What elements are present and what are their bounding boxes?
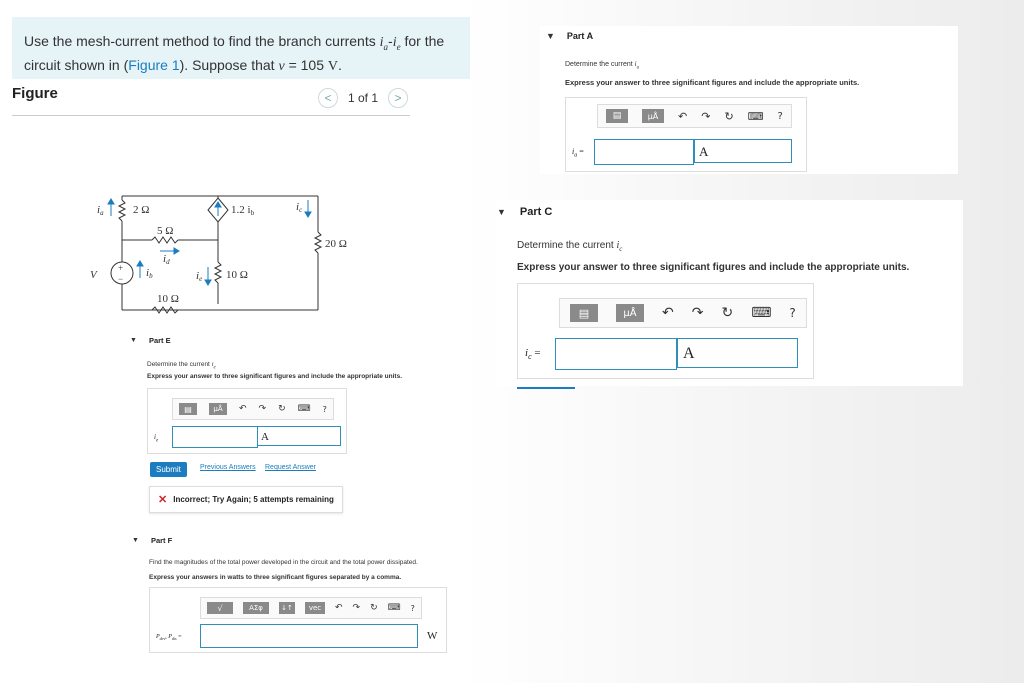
part-c-prompt: Determine the current $i_c$ <box>517 240 623 253</box>
dash: - <box>388 33 393 49</box>
problem-intro: Use the mesh-current method to find the branch currents <box>24 33 376 49</box>
submit-button[interactable]: Submit <box>150 462 187 477</box>
collapse-icon: ▼ <box>132 537 139 544</box>
reset-icon[interactable]: ↻ <box>370 603 378 613</box>
undo-icon[interactable]: ↶ <box>678 109 688 123</box>
collapse-icon: ▼ <box>497 207 506 217</box>
request-answer-link[interactable]: Request Answer <box>265 464 316 471</box>
part-e-value-input[interactable] <box>172 426 258 448</box>
help-icon[interactable]: ? <box>777 110 783 122</box>
part-e-prompt: Determine the current $i_e$ <box>147 361 216 371</box>
part-f-value-input[interactable] <box>200 624 418 648</box>
keyboard-icon[interactable]: ⌨ <box>747 109 764 123</box>
greek-symbols-button[interactable]: ΑΣφ <box>243 602 269 614</box>
circuit-diagram <box>0 0 420 330</box>
label-v: V <box>90 269 97 281</box>
label-r3: 20 Ω <box>325 238 347 250</box>
part-e-var: $i_e$ <box>211 361 216 371</box>
label-r5: 10 Ω <box>157 293 179 305</box>
figure-title: Figure <box>12 85 58 102</box>
reset-icon[interactable]: ↻ <box>278 404 286 414</box>
v-eq: = 105 <box>288 56 325 73</box>
help-icon[interactable]: ? <box>410 603 415 613</box>
part-a-instruction: Express your answer to three significant figures and include the appropriate units. <box>565 78 860 87</box>
units-button[interactable]: μÅ <box>616 304 644 322</box>
feedback-box <box>149 486 343 513</box>
keyboard-icon[interactable]: ⌨ <box>297 404 311 414</box>
v-unit: V <box>327 58 339 74</box>
part-a-title: Part A <box>566 31 594 41</box>
part-a-var: $i_a$ <box>634 60 640 71</box>
part-c-title: Part C <box>519 206 553 218</box>
templates-icon[interactable]: ▤ <box>606 109 628 123</box>
previous-answers-link[interactable]: Previous Answers <box>200 464 256 471</box>
units-button[interactable]: μÅ <box>642 109 664 123</box>
collapse-icon: ▼ <box>130 337 137 344</box>
part-f-header[interactable] <box>132 536 172 545</box>
prev-figure-button[interactable]: < <box>318 88 338 108</box>
label-minus: − <box>118 274 124 284</box>
keyboard-icon[interactable]: ⌨ <box>751 305 772 321</box>
part-c-var: $i_c$ <box>616 240 623 253</box>
part-f-instruction: Express your answers in watts to three significant figures separated by a comma. <box>149 574 402 581</box>
templates-icon[interactable]: ▤ <box>570 304 598 322</box>
part-e-label: $i_e$ <box>154 433 159 444</box>
label-ic: ic <box>296 201 303 214</box>
next-figure-button[interactable]: > <box>388 88 408 108</box>
part-e-instruction: Express your answer to three significant figures and include the appropriate units. <box>147 373 402 380</box>
label-ie: ie <box>196 270 203 283</box>
part-c-unit-input[interactable]: A <box>677 338 798 368</box>
part-f-prompt: Find the magnitudes of the total power developed in the circuit and the total power dissipated. <box>149 559 418 566</box>
part-a-header[interactable] <box>546 31 593 41</box>
part-a-label: $i_a$ = <box>572 147 584 159</box>
undo-icon[interactable]: ↶ <box>335 603 343 613</box>
part-c-header[interactable] <box>497 206 552 218</box>
label-id: id <box>163 253 170 266</box>
part-a-toolbar <box>597 104 792 128</box>
line2-post: ). Suppose that <box>179 56 275 73</box>
part-e-header[interactable] <box>130 336 171 345</box>
reset-icon[interactable]: ↻ <box>721 305 734 321</box>
keyboard-icon[interactable]: ⌨ <box>387 603 401 613</box>
label-r2: 5 Ω <box>157 225 174 237</box>
redo-icon[interactable]: ↷ <box>701 109 711 123</box>
label-ia: ia <box>97 204 104 217</box>
label-r4: 10 Ω <box>226 269 248 281</box>
part-f-unit: W <box>427 630 438 642</box>
var-ie: $i_e$ <box>392 35 401 52</box>
part-c-instruction: Express your answer to three significant figures and include the appropriate units. <box>517 262 910 273</box>
period: . <box>338 56 342 73</box>
feedback-text: Incorrect; Try Again; 5 attempts remaining <box>173 495 334 504</box>
part-e-unit-input[interactable]: A <box>257 426 341 446</box>
part-a-unit-input[interactable]: A <box>694 139 792 163</box>
for-the: for the <box>404 33 445 49</box>
label-dep: 1.2 ib <box>231 204 255 217</box>
redo-icon[interactable]: ↷ <box>352 603 361 613</box>
label-r1: 2 Ω <box>133 204 150 216</box>
label-ib: ib <box>146 267 153 280</box>
incorrect-icon: ✕ <box>158 494 168 506</box>
units-button[interactable]: μÅ <box>209 403 227 415</box>
undo-icon[interactable]: ↶ <box>239 404 247 414</box>
part-e-title: Part E <box>148 336 171 345</box>
help-icon[interactable]: ? <box>322 404 327 414</box>
undo-icon[interactable]: ↶ <box>662 305 674 321</box>
sqrt-template-button[interactable]: √ <box>207 602 233 614</box>
part-c-value-input[interactable] <box>555 338 677 370</box>
part-e-toolbar <box>172 398 334 420</box>
reset-icon[interactable]: ↻ <box>724 109 734 123</box>
help-icon[interactable]: ? <box>789 306 796 320</box>
redo-icon[interactable]: ↷ <box>691 305 704 321</box>
part-a-value-input[interactable] <box>594 139 694 165</box>
part-a-prompt: Determine the current $i_a$ <box>565 60 640 71</box>
var-ia: $i_a$ <box>379 35 389 52</box>
collapse-icon: ▼ <box>546 31 555 41</box>
part-c-toolbar <box>559 298 807 328</box>
arrows-button[interactable]: ↓↑ <box>279 602 295 614</box>
redo-icon[interactable]: ↷ <box>258 404 267 414</box>
figure-link[interactable]: Figure 1 <box>128 56 180 73</box>
part-f-toolbar <box>200 597 422 619</box>
vector-button[interactable]: vec <box>305 602 325 614</box>
v-var: v <box>278 58 285 74</box>
part-f-title: Part F <box>150 536 173 545</box>
part-f-label: $P_{dev}$, $P_{dis}$ = <box>156 634 182 642</box>
part-c-label: $i_c$ = <box>525 347 541 362</box>
templates-icon[interactable]: ▤ <box>179 403 197 415</box>
line2-pre: circuit shown in ( <box>24 56 129 73</box>
label-plus: + <box>118 263 124 273</box>
pager-text: 1 of 1 <box>348 91 379 105</box>
part-c-progress-underline <box>517 387 575 389</box>
